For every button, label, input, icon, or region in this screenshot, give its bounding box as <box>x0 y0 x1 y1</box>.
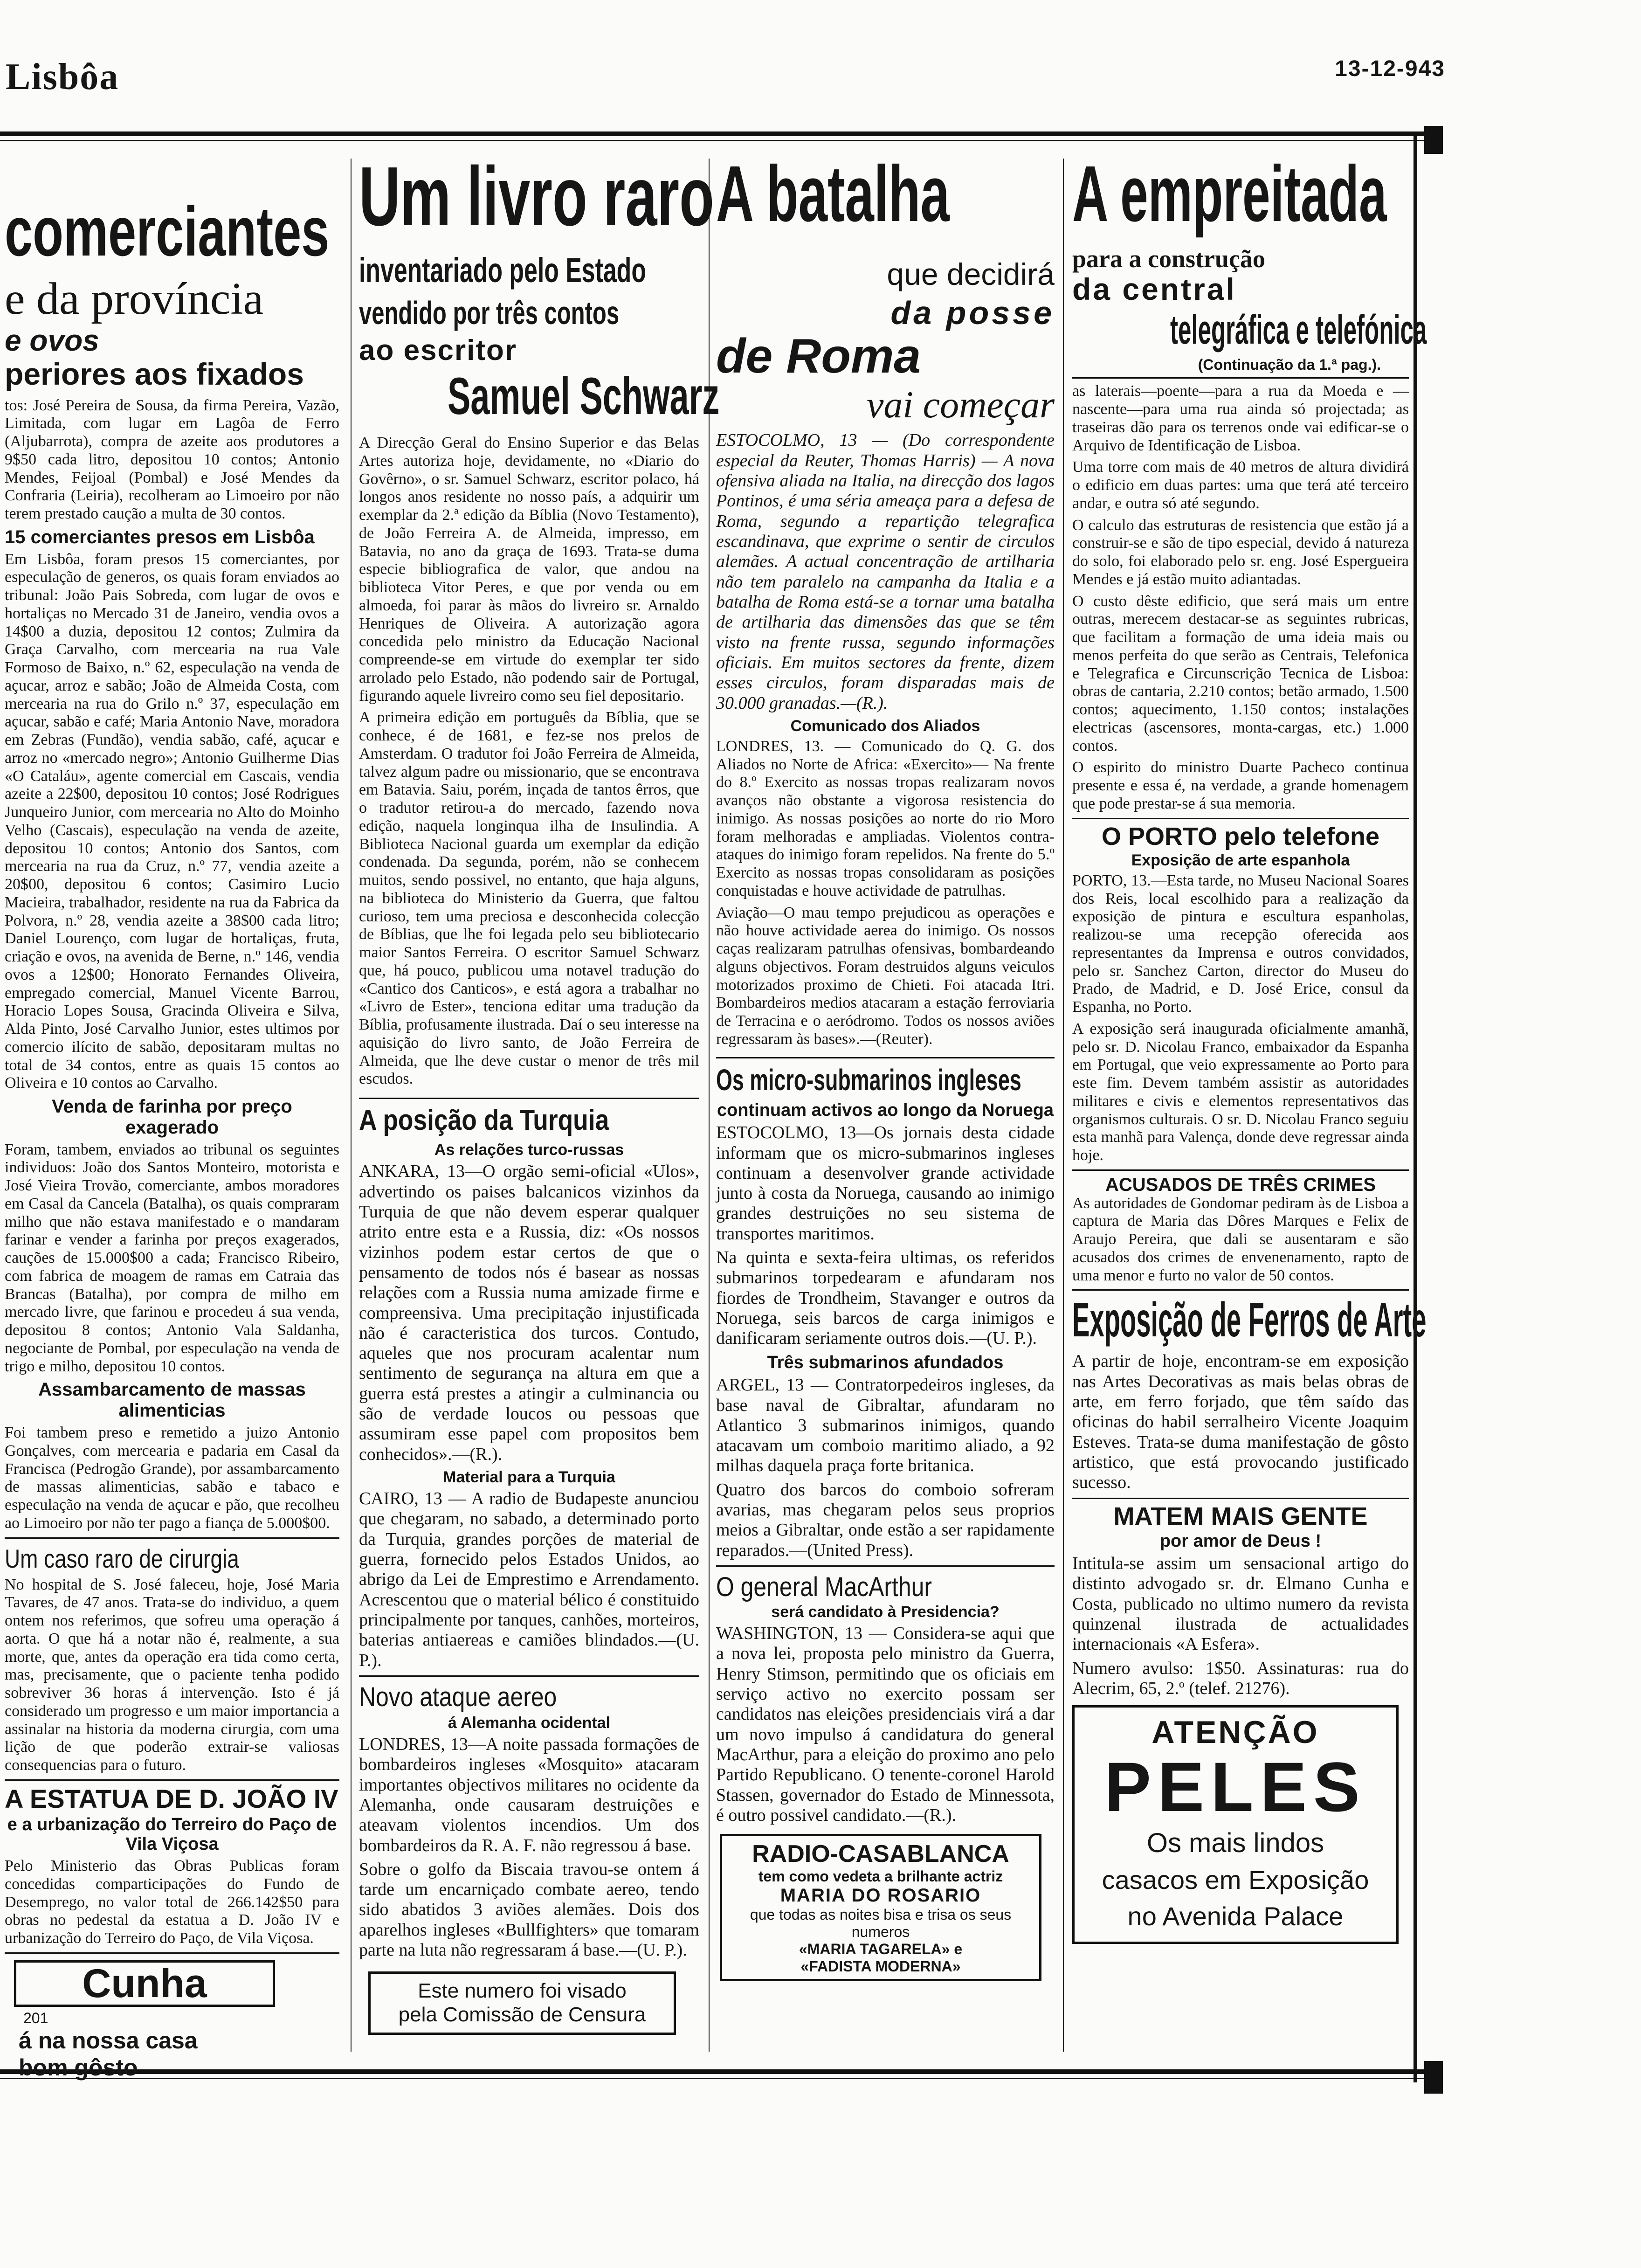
headline-porto: O PORTO pelo telefone <box>1101 822 1380 850</box>
continuation-note: (Continuação da 1.ª pag.). <box>1198 356 1381 373</box>
column-1 <box>5 192 339 2081</box>
radio-actress: MARIA DO ROSARIO <box>780 1885 981 1906</box>
article-paragraph: O espirito do ministro Duarte Pacheco continua presente e essa é, na verdade, a grande homenagem que pode prestar-se á sua memoria. <box>1072 759 1409 812</box>
radio-song-1: «MARIA TAGARELA» e <box>799 1941 963 1958</box>
column-4 <box>1072 150 1427 2061</box>
peles-word: PELES <box>1104 1748 1366 1826</box>
peles-title: ATENÇÃO <box>1151 1715 1319 1750</box>
headline-ferros-arte: Exposição de Ferros de Arte <box>1072 1293 1427 1348</box>
subheading-aliados: Comunicado dos Aliados <box>790 717 980 735</box>
headline-cirurgia: Um caso raro de cirurgia <box>5 1543 239 1573</box>
censorship-notice <box>368 1971 676 2034</box>
headline-turquia: A posição da Turquia <box>359 1104 609 1137</box>
cunha-slogan-2: bom gôsto <box>19 2054 138 2081</box>
headline-central: da central <box>1072 272 1236 307</box>
headline-livro-raro: Um livro raro <box>359 150 714 243</box>
article-paragraph: O custo dêste edificio, que será mais um entre outras, merecem destacar-se as seguintes rubricas, que facilitam a formação de uma ideia mais ou menos perfeita do que serão as Centrais, Telefonica e Telegrafica e Circunscrição Tecnica de Lisboa: obras de cantaria, 2.210 contos; betão armado, 1.500 contos; aquecimento, 1.150 contos; instalações electricas (ascensores, monta-cargas, etc.) 1.000 contos. <box>1072 592 1409 754</box>
article-paragraph: Em Lisbôa, foram presos 15 comerciantes, por especulação de generos, os quais foram enviados ao tribunal: João Pais Sobreda, com lugar de ovos e hortaliças no Mercado 31 de Janeiro, vendia ovos a 14$00 a duzia, depositou 12 contos; Zulmira da Graça Carvalho, com mercearia na rua Vale Formoso de Baixo, n.º 62, especulação na venda de açucar, arroz e sabão; João de Almeida Costa, com mercearia na rua do Grilo n.º 37, especulação em açucar, sabão e café; Maria Antonio Nave, moradora em Zebras (Fundão), vendia sabão, café, açucar e arroz no «mercado negro»; Antonio Guilherme Dias «O Cataláu», agente comercial em Cascais, vendia azeite a 22$00, depositou 10 contos; José Rodrigues Junqueiro Junior, com mercearia no Alto do Moinho Velho (Cascais), especulação na venda de azeite, depositou 10 contos; Antonio dos Santos, com mercearia na rua da Cruz, n.º 77, vendia azeite a 20$00, depositou 6 contos; Casimiro Lucio Macieira, trabalhador, residente na rua da Fabrica da Polvora, n.º 28, vendia azeite a 38$00 cada litro; Daniel Lourenço, com lugar de hortaliças, fruta, criação e ovos, na avenida de Berne, n.º 146, vendia ovos a 12$00; Honorato Fernandes Oliveira, empregado comercial, Manuel Vicente Barrou, Horacio Lopes Sousa, Gracinda Oliveira e Silva, Alda Pinto, José Carvalho Junior, estes ultimos por comercio ilícito de sabão, depositaram multas no total de 34 contos, entre as quais 15 contos ao Oliveira e 10 contos ao Carvalho. <box>5 550 339 1092</box>
article-paragraph: Na quinta e sexta-feira ultimas, os referidos submarinos torpedearam e afundaram nos fiordes de Trondheim, Stavanger e outros da Noruega, seis barcos de carga inimigos e danificaram seriamente outros dois.—(U. P.). <box>716 1248 1055 1348</box>
article-paragraph: ARGEL, 13 — Contratorpedeiros ingleses, da base naval de Gibraltar, afundaram no Atlantico 3 submarinos inimigos, quando atacavam um comboio maritimo aliado, a 92 milhas daquela praça forte britanica. <box>716 1375 1055 1476</box>
headline-provincia: e da província <box>5 274 264 324</box>
column-3 <box>716 150 1055 2061</box>
subheading-farinha: Venda de farinha por preço exagerado <box>52 1096 292 1138</box>
peles-advert <box>1072 1705 1399 1943</box>
cunha-advert <box>5 1960 339 2081</box>
headline-samuel-schwarz: Samuel Schwarz <box>448 367 720 426</box>
cunha-logo: Cunha <box>14 1960 275 2007</box>
column-rule <box>1063 159 1064 2052</box>
peles-line-3: no Avenida Palace <box>1127 1902 1344 1931</box>
top-rule <box>0 131 1436 136</box>
peles-line-2: casacos em Exposição <box>1102 1865 1369 1895</box>
headline-construcao: para a construção <box>1072 245 1265 273</box>
article-paragraph: Numero avulso: 1$50. Assinaturas: rua do Alecrim, 65, 2.º (telef. 21276). <box>1072 1658 1409 1699</box>
subheading-afundados: Três submarinos afundados <box>767 1352 1004 1372</box>
subheading-estatua: e a urbanização do Terreiro do Paço de Vila Viçosa <box>7 1814 337 1854</box>
subheading-presidencia: será candidato à Presidencia? <box>771 1603 1000 1621</box>
article-paragraph: A partir de hoje, encontram-se em exposição nas Artes Decorativas as mais belas obras de arte, em ferro forjado, que têm saído das oficinas do habil serralheiro Vicente Joaquim Esteves. Trata-se duma manifestação de gôsto artistico, que está provocando justificado sucesso. <box>1072 1351 1409 1493</box>
article-paragraph: ESTOCOLMO, 13—Os jornais desta cidade informam que os micro-submarinos ingleses continuam a desenvolver grande actividade junto à costa da Noruega, causando ao inimigo grandes destruições no seu sistema de transportes maritimos. <box>716 1123 1055 1244</box>
masthead-date: 13-12-943 <box>1335 56 1445 81</box>
subheading-turco-russas: As relações turco-russas <box>434 1141 624 1159</box>
headline-de-roma: de Roma <box>716 329 921 384</box>
right-rule <box>1413 131 1417 2082</box>
headline-estatua: A ESTATUA DE D. JOÃO IV <box>5 1784 338 1813</box>
headline-micro-submarinos: Os micro-submarinos ingleses <box>716 1063 1021 1097</box>
subheading-alemanha: á Alemanha ocidental <box>448 1714 611 1732</box>
article-paragraph: Foi tambem preso e remetido a juizo Antonio Gonçalves, com mercearia e padaria em Casal da Francisca (Pedrogão Grande), por assambarcamento de massas alimenticias, sabão e tabaco e especulação na venda de açucar e pão, que recolheu ao Limoeiro por não ter pago a fiança de 5.000$00. <box>5 1424 339 1532</box>
article-paragraph: Pelo Ministerio das Obras Publicas foram concedidas comparticipações do Fundo de Desemprego, no valor total de 266.142$50 para obras no pedestal da estatua a D. João IV e urbanização do Terreiro do Paço, de Vila Viçosa. <box>5 1857 339 1947</box>
column-2 <box>359 150 720 2061</box>
subheading-noruega: continuam activos ao longo da Noruega <box>717 1100 1054 1120</box>
column-rule <box>351 159 352 2052</box>
peles-line-1: Os mais lindos <box>1146 1827 1324 1858</box>
article-paragraph: A exposição será inaugurada oficialmente amanhã, pelo sr. D. Nicolau Franco, embaixador da Espanha em Portugal, que veio expressamente ao Porto para este fim. Devem também assistir as autoridades militares e civis e elementos representativos das organismos culturais. O sr. D. Nicolau Franco seguiu esta manhã para Valença, donde deve regressar ainda hoje. <box>1072 1020 1409 1164</box>
headline-da-posse: da posse <box>890 295 1055 331</box>
headline-ovos: e ovos <box>5 324 99 357</box>
article-paragraph: WASHINGTON, 13 — Considera-se aqui que a nova lei, proposta pelo ministro da Guerra, Henry Stimson, permitindo que os oficiais em serviço activo no exercito possam ser candidatos nas eleições presidenciais virá a dar um novo impulso á candidatura do general MacArthur, para a eleição do proximo ano pelo Partido Republicano. O tenente-coronel Harold Stassen, governador do Estado de Minnessota, é outro possivel candidato.—(R.). <box>716 1624 1055 1825</box>
article-paragraph: ANKARA, 13—O orgão semi-oficial «Ulos», advertindo os paises balcanicos vizinhos da Turquia de que não devem esperar qualquer atrito entre esta e a Russia, diz: «Os nossos vizinhos podem estar certos de que o pensamento de todos nós é basear as nossas relações com a Russia numa amizade firme e compreensiva. Uma precipitação injustificada não é caracteristica dos turcos. Contudo, aqueles que nos procuram acalentar num sentimento de segurança na altura em que a guerra está prestes a atingir a culminancia ou são de verdade loucos ou pessoas que assumiram esse papel com propositos bem conhecidos».—(R.). <box>359 1162 699 1464</box>
headline-inventariado: inventariado pelo Estado <box>359 251 646 290</box>
article-paragraph: tos: José Pereira de Sousa, da firma Pereira, Vazão, Limitada, com lugar em Lagôa de Ferro (Aljubarrota), compra de azeite aos produtores a 9$50 cada litro, depositou 10 contos; Antonio Mendes, Feijoal (Pombal) e José Mendes da Confraria (Leiria), recolheram ao Limoeiro por não terem prestado caução a multa de 30 contos. <box>5 396 339 523</box>
subheading-arte-espanhola: Exposição de arte espanhola <box>1131 851 1350 869</box>
headline-macarthur: O general MacArthur <box>716 1572 932 1603</box>
subheading-presos: 15 comerciantes presos em Lisbôa <box>5 526 315 547</box>
headline-empreitada: A empreitada <box>1072 150 1387 238</box>
article-paragraph: CAIRO, 13 — A radio de Budapeste anunciou que chegaram, no sabado, a determinado porto da Turquia, grandes porções de material de guerra, fornecido pelos Estados Unidos, ao abrigo da Lei de Emprestimo e Arrendamento. Acrescentou que o material bélico é constituido principalmente por tanques, canhões, morteiros, baterias antiaereas e camiões blindados.—(U. P.). <box>359 1489 699 1670</box>
masthead-city: Lisbôa <box>6 56 119 97</box>
article-paragraph: ESTOCOLMO, 13 — (Do correspondente especial da Reuter, Thomas Harris) — A nova ofensiva aliada na Italia, na direcção dos lagos Pontinos, é uma séria ameaça para a defesa de Roma, segundo a repartição telegrafica escandinava, que exprime o sentir de circulos alemães. A actual concentração de artilharia não tem paralelo na campanha da Italia e a batalha de Roma está-se a tornar uma batalha de artilharia das dimensões das que se têm visto na frente russa, segundo informações oficiais. Em muitos sectores da frente, dizem esses circulos, foram disparadas mais de 30.000 granadas.—(R.). <box>716 430 1055 713</box>
radio-line: que todas as noites bisa e trisa os seus numeros <box>750 1906 1012 1941</box>
article-paragraph: Sobre o golfo da Biscaia travou-se ontem á tarde um encarniçado combate aereo, tendo sido abatidos 3 aviões alemães. Dois dos aparelhos ingleses «Bullfighters» que tomaram parte na luta não regressaram á base.—(U. P.). <box>359 1859 699 1960</box>
headline-ataque-aereo: Novo ataque aereo <box>359 1681 557 1712</box>
column-rule <box>709 159 710 2052</box>
subheading-massas: Assambarcamento de massas alimenticias <box>38 1379 306 1421</box>
headline-matem-mais-gente: MATEM MAIS GENTE <box>1113 1502 1368 1530</box>
subheading-material: Material para a Turquia <box>443 1468 615 1486</box>
headline-ao-escritor: ao escritor <box>359 334 517 366</box>
cunha-number: 201 <box>23 2009 48 2026</box>
radio-line: tem como vedeta a brilhante actriz <box>758 1868 1003 1885</box>
headline-vai-comecar: vai começar <box>867 383 1055 426</box>
radio-casablanca-advert <box>720 1834 1041 1981</box>
headline-batalha: A batalha <box>716 150 950 238</box>
article-paragraph: LONDRES, 13. — Comunicado do Q. G. dos Aliados no Norte de Africa: «Exercito»— Na frente do 8.º Exercito as nossas tropas realizaram novos avanços não obstante a vigorosa resistencia do inimigo. As nossas posições ao norte do rio Moro foram melhoradas e ampliadas. Violentos contra-ataques do inimigo foram repelidos. Na frente do 5.º Exercito as nossas tropas consolidaram as posições conquistadas e houve actividade de patrulhas. <box>716 737 1055 899</box>
article-paragraph: as laterais—poente—para a rua da Moeda e —nascente—para uma rua ainda só projectada; as traseiras dão para os terrenos onde vai edificar-se o Arquivo de Identificação de Lisboa. <box>1072 382 1409 454</box>
headline-acusados: ACUSADOS DE TRÊS CRIMES <box>1105 1174 1376 1195</box>
article-paragraph: No hospital de S. José faleceu, hoje, José Maria Tavares, de 47 anos. Trata-se do individuo, a quem ontem nos referimos, que sofreu uma operação á aorta. O que há a notar não é, realmente, a sua morte, que, antes da operação era tida como certa, mas, precisamente, que o paciente tenha podido sobreviver 36 horas á intervenção. Isto é já considerado um progresso e um maior importancia a assinalar na historia da moderna cirurgia, com uma lição de que poderão extrair-se valiosas consequencias para o futuro. <box>5 1576 339 1774</box>
article-paragraph: LONDRES, 13—A noite passada formações de bombardeiros ingleses «Mosquito» atacaram importantes objectivos militares no ocidente da Alemanha, onde causaram destruições e ateavam violentos incendios. Um dos bombardeiros da R. A. F. não regressou á base. <box>359 1734 699 1855</box>
headline-decidira: que decidirá <box>887 257 1055 291</box>
article-paragraph: Quatro dos barcos do comboio sofreram avarias, mas chegaram pelos seus proprios meios a Gibraltar, onde estão a ser rapidamente reparados.—(United Press). <box>716 1480 1055 1560</box>
right-rule-cap <box>1424 126 1443 154</box>
radio-song-2: «FADISTA MODERNA» <box>800 1958 961 1975</box>
article-paragraph: Foram, tambem, enviados ao tribunal os seguintes individuos: João dos Santos Monteiro, motorista e José Vieira Trovão, comerciante, ambos moradores em Casal da Cancela (Batalha), os quais compraram milho que não estava manifestado e o mandaram farinar e vender a farinha por preços exagerados, cauções de 15.000$00 a cada; Francisco Ribeiro, com fabrica de moagem de ramas em Catraia das Brancas (Batalha), por compra de milho em mercado livre, que farinou e procedeu á sua venda, depositou 8 contos; Antonio Vala Saldanha, negociante de Pombal, por especulação na venda de trigo e milho, depositou 10 contos. <box>5 1141 339 1375</box>
article-paragraph: Uma torre com mais de 40 metros de altura dividirá o edificio em duas partes: uma que terá até terceiro andar, e outra só até segundo. <box>1072 458 1409 512</box>
censorship-line-2: pela Comissão de Censura <box>398 2003 646 2026</box>
top-rule-thin <box>0 140 1436 141</box>
cunha-slogan-1: á na nossa casa <box>19 2027 198 2054</box>
article-paragraph: PORTO, 13.—Esta tarde, no Museu Nacional Soares dos Reis, local escolhido para a realização da exposição de pintura e escultura espanholas, realizou-se uma recepção oferecida aos representantes da Imprensa e outros convidados, pelo sr. Sanchez Carton, director do Museu do Prado, de Madrid, e D. José Erice, consul da Espanha, no Porto. <box>1072 871 1409 1016</box>
radio-title: RADIO-CASABLANCA <box>752 1840 1009 1868</box>
headline-fixados: periores aos fixados <box>5 357 304 392</box>
subheading-amor-deus: por amor de Deus ! <box>1159 1531 1322 1551</box>
article-paragraph: O calculo das estruturas de resistencia que estão já a construir-se e são de tipo especial, devido á natureza do solo, foi elaborado pelo sr. eng. José Espergueira Mendes e já estão muito adiantadas. <box>1072 516 1409 588</box>
article-paragraph: A Direcção Geral do Ensino Superior e das Belas Artes autoriza hoje, devidamente, no «Diario do Govêrno», o sr. Samuel Schwarz, escritor polaco, há longos anos residente no nosso país, a adquirir um exemplar da 2.ª edição da Bíblia (Novo Testamento), de João Ferreira A. de Almeida, impresso, em Batavia, no ano da graça de 1693. Trata-se duma especie bibliografica de valor, que andou na biblioteca Vitor Peres, e que por venda ou em almoeda, foi parar às mãos do livreiro sr. Arnaldo Henriques de Oliveira. A autorização agora concedida pelo ministro da Educação Nacional compreende-se em virtude do exemplar ter sido arrolado pelo Estado, não podendo sair de Portugal, figurando aquele livreiro como seu fiel depositario. <box>359 434 699 705</box>
article-paragraph: As autoridades de Gondomar pediram às de Lisboa a captura de Maria das Dôres Marques e Felix de Araujo Pereira, que dali se ausentaram e são acusados dos crimes de envenenamento, rapto de uma menor e furto no valor de 50 contos. <box>1072 1194 1409 1284</box>
article-paragraph: Aviação—O mau tempo prejudicou as operações e não houve actividade aerea do inimigo. Os nossos caças realizaram patrulhas ofensivas, bombardeando alguns objectivos. Foram destruidos alguns veiculos motorizados proximo de Chieti. Foi atacada Itri. Bombardeiros medios atacaram a estação ferroviaria de Terracina e o aeródromo. Todos os nossos aviões regressaram às bases».—(Reuter). <box>716 904 1055 1048</box>
article-paragraph: Intitula-se assim um sensacional artigo do distinto advogado sr. dr. Elmano Cunha e Costa, publicado no ultimo numero da revista quinzenal ilustrada de actualidades internacionais «A Esfera». <box>1072 1554 1409 1654</box>
censorship-line-1: Este numero foi visado <box>418 1979 627 2003</box>
right-rule-cap <box>1424 2061 1443 2094</box>
headline-comerciantes: comerciantes <box>5 192 330 270</box>
headline-vendido: vendido por três contos <box>359 295 620 331</box>
article-paragraph: A primeira edição em português da Bíblia, que se conhece, é de 1681, e fez-se nos prelos de Amsterdam. O tradutor foi João Ferreira de Almeida, talvez algum padre ou missionario, que se encontrava em Batavia. Saiu, porém, inçada de tantos êrros, que o tradutor retirou-a do mercado, fazendo nova edição, naquela longinqua ilha de Insulindia. A Biblioteca Nacional guarda um exemplar da edição condenada. Da segunda, porém, não se conhecem muitos, sendo possivel, no entanto, que haja alguns, na biblioteca do Ministerio da Guerra, que faltou curioso, tem uma preciosa e desconhecida colecção de Bíblias, que lhe foi legada pelo seu bibliotecario maior Santos Ferreira. O escritor Samuel Schwarz que, há pouco, publicou uma notavel tradução do «Cantico dos Canticos», e está agora a trabalhar no «Livro de Ester», tenciona editar uma tradução da Bíblia, profusamente ilustrada. Daí o seu interesse na aquisição do livro santo, de João Ferreira de Almeida, que lhe deve custar o menor de três mil escudos. <box>359 709 699 1088</box>
headline-telegrafica: telegráfica e telefónica <box>1170 306 1427 353</box>
